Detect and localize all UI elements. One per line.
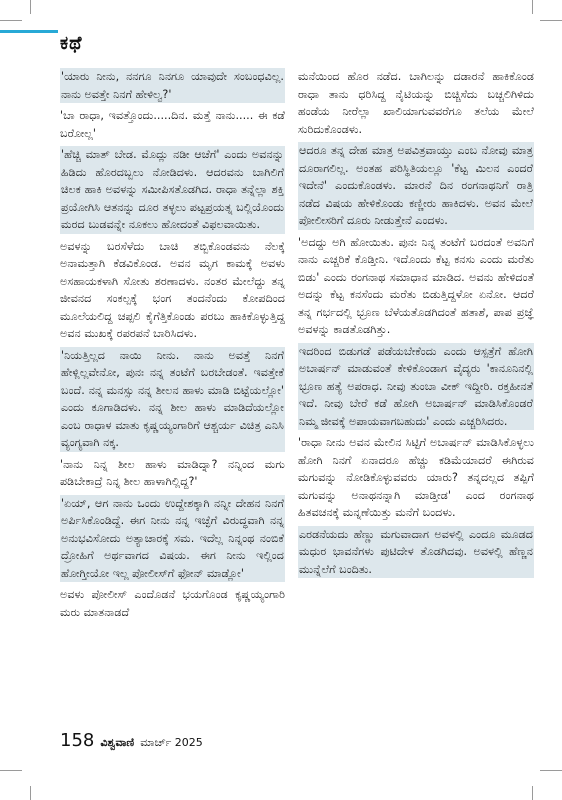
page-footer: [60, 730, 203, 751]
paragraph: 'ರಾಧಾ ನೀನು ಅವನ ಮೇಲಿನ ಸಿಟ್ಟಿಗೆ ಅಬಾರ್ಷನ್ ಮಾಡಿಸಿಕೊಳ್ಳಲು ಹೋಗಿ ನಿನಗೆ ಏನಾದರೂ ಹೆಚ್ಚು ಕಡಿಮೆಯಾದರೆ ಈಗಿರುವ ಮಗುವನ್ನು ನೋಡಿಕೊಳ್ಳುವವರು ಯಾರು? ತನ್ನದಲ್ಲದ ತಪ್ಪಿಗೆ ಮಗುವನ್ನು ಅನಾಥನನ್ನಾಗಿ ಮಾಡ್ತೀಡ' ಎಂದ ರಂಗನಾಥ ಹಿತವಚನಕ್ಕೆ ಮನ್ನಣೆಯಿತ್ತು ಮನೆಗೆ ಬಂದಳು.: [298, 436, 534, 519]
crop-mark: [540, 20, 562, 21]
paragraph: 'ಹೆಚ್ಚಿ ಮಾತ್ ಬೇಡ. ಮೊದ್ಲು ನಡೀ ಆಚೆಗೆ' ಎಂದು ಅವನನ್ನು ಹಿಡಿದು ಹೊರದಬ್ಬಲು ನೋಡಿದಳು. ಆದರವನು ಬಾಗಿಲಿಗೆ ಚಿಲಕ ಹಾಕಿ ಅವಳನ್ನು ಸಮೀಪಿಸತೊಡಗಿದ. ರಾಧಾ ತನ್ನೆಲ್ಲಾ ಶಕ್ತಿ ಪ್ರಯೋಗಿಸಿ ಆತನನ್ನು ದೂರ ತಳ್ಳಲು ಪಟ್ಟಪ್ರಯತ್ನ ಬಲ್ಲಿಯೊಂದು ಮರದ ಬುಡವನ್ನೇ ನೂಕಲು ಹೋದಂತೆ ವಿಫಲವಾಯಿತು.: [60, 146, 285, 234]
magazine-name: ವಿಶ್ವವಾಣಿ: [100, 736, 135, 749]
paragraph: 'ಏಯ್, ಆಗ ನಾನು ಒಂದು ಉದ್ದೇಶಕ್ಕಾಗಿ ನನ್ನೀ ದೇಹನ ನಿನಗೆ ಅರ್ಪಿಸಿಕೊಂಡಿದ್ದೆ. ಈಗ ನೀನು ನನ್ನ ಇಚ್ಛೆಗೆ ವಿರುದ್ಧವಾಗಿ ನನ್ನ ಅನುಭವಿಸೋದು ಅತ್ಯಾಚಾರಕ್ಕೆ ಸಮ. ಇದೆಲ್ಲ ನಿನ್ನಂಥ ನಂಬಿಕೆ ದ್ರೋಹಿಗೆ ಅರ್ಥವಾಗದ ವಿಷಯ. ಈಗ ನೀನು ಇಲ್ಲಿಂದ ಹೋಗ್ತೀಯೋ ಇಲ್ಲ ಪೋಲೀಸ್‌ಗೆ ಫೋನ್ ಮಾಡ್ಲೋ': [60, 495, 285, 583]
paragraph: 'ನಿಯತ್ತಿಲ್ಲದ ನಾಯಿ ನೀನು. ನಾನು ಅವತ್ತೆ ನಿನಗೆ ಹೇಳ್ಲಿಲ್ಲವೇನೋ, ಪುನಃ ನನ್ನ ತಂಟೆಗೆ ಬರಬೇಡಂತೆ. ಇವತ್ತೇಕೆ ಬಂದೆ. ನನ್ನ ಮನಸ್ಸು ನನ್ನ ಶೀಲನ ಹಾಳು ಮಾಡಿ ಬಿಟ್ಟೆಯಲ್ಲೋ' ಎಂದು ಕೂಗಾಡಿದಳು. ನನ್ನ ಶೀಲ ಹಾಳು ಮಾಡಿದೆಯಲ್ಲೋ ಎಂಬ ರಾಧಾಳ ಮಾತು ಕೃಷ್ಣಯ್ಯಂಗಾರಿಗೆ ಆಶ್ಚರ್ಯ ವಿಚಿತ್ರ ಎನಿಸಿ ವ್ಯಂಗ್ಯವಾಗಿ ನಕ್ಕ.: [60, 347, 285, 452]
crop-mark: [30, 0, 31, 14]
paragraph: ಅವಳು ಪೋಲೀಸ್ ಎಂದೊಡನೆ ಭಯಗೊಂಡ ಕೃಷ್ಣಯ್ಯಂಗಾರಿ ಮರು ಮಾತನಾಡದೆ: [60, 588, 285, 619]
paragraph: 'ಬಾ ರಾಧಾ, ಇವತ್ತೊಂದು.....ದಿನ. ಮತ್ತೆ ನಾನು..... ಈ ಕಡೆ ಬರೋಲ್ಲ': [60, 109, 285, 140]
crop-mark: [540, 770, 562, 771]
crop-mark: [532, 786, 533, 800]
issue-date: ಮಾರ್ಚ್ 2025: [140, 736, 203, 749]
paragraph: 'ಯಾರು ನೀನು, ನನಗೂ ನಿನಗೂ ಯಾವುದೇ ಸಂಬಂಧವಿಲ್ಲ. ನಾನು ಅವತ್ತೇ ನಿನಗೆ ಹೇಳಿಲ್ವ?': [60, 68, 285, 103]
section-title: ಕಥೆ: [60, 33, 83, 54]
paragraph: ಇದರಿಂದ ಬಿಡುಗಡೆ ಪಡೆಯಬೇಕೆಂದು ಎಂದು ಆಸ್ಪತ್ರೆಗೆ ಹೋಗಿ ಅಬಾರ್ಷನ್ ಮಾಡುವಂತೆ ಕೇಳಿಕೊಂಡಾಗ ವೈದ್ಯರು 'ಕಾನೂನಿನಲ್ಲಿ ಭ್ರೂಣ ಹತ್ಯೆ ಅಪರಾಧ. ನೀವು ತುಂಬಾ ವೀಕ್ ಇದ್ದೀರಿ. ರಕ್ತಹೀನತೆ ಇದೆ. ನೀವು ಬೇರೆ ಕಡೆ ಹೋಗಿ ಅಬಾರ್ಷನ್ ಮಾಡಿಸಿಕೊಂಡರೆ ನಿಮ್ಮ ಜೀವಕ್ಕೆ ಅಪಾಯವಾಗಬಹುದು' ಎಂದು ಎಚ್ಚರಿಸಿದರು.: [298, 343, 534, 431]
section-accent-bar: [0, 30, 58, 33]
crop-mark: [0, 20, 22, 21]
left-column: [60, 68, 285, 625]
crop-mark: [0, 770, 22, 771]
paragraph: ಎರಡನೆಯದು ಹೆಣ್ಣು ಮಗುವಾದಾಗ ಅವಳಲ್ಲಿ ಎಂದೂ ಮೂಡದ ಮಧುರ ಭಾವನೆಗಳು ಪುಟಿದೇಳ ತೊಡಗಿದವು. ಅವಳಲ್ಲಿ ಹೆಣ್ಣನ ಮುನ್ನೆಲೆಗೆ ಬಂದಿತು.: [298, 526, 534, 579]
paragraph: ಮನೆಯಿಂದ ಹೊರ ನಡೆದ. ಬಾಗಿಲನ್ನು ದಡಾರನೆ ಹಾಕಿಕೊಂಡ ರಾಧಾ ತಾನು ಧರಿಸಿದ್ದ ನೈಟಿಯನ್ನು ಬಿಚ್ಚಿಸೆದು ಬಚ್ಚಲಿಗಿಳಿದು ಹಂಡೆಯ ನೀರೆಲ್ಲಾ ಖಾಲಿಯಾಗುವವರೆಗೂ ತಲೆಯ ಮೇಲೆ ಸುರಿದುಕೊಂಡಳು.: [298, 70, 534, 136]
page-number: 158: [60, 730, 95, 751]
paragraph: ಅವಳನ್ನು ಬರಸೆಳೆದು ಬಾಚಿ ತಬ್ಬಿಕೊಂಡವನು ನೆಲಕ್ಕೆ ಅನಾಮತ್ತಾಗಿ ಕೆಡವಿಕೊಂಡ. ಅವನ ಮೃಗ ಕಾಮಕ್ಕೆ ಅವಳು ಅಸಹಾಯಕಳಾಗಿ ಸೋತು ಶರಣಾದಳು. ನಂತರ ಮೇಲೆದ್ದು ತನ್ನ ಜೀವನದ ಸಂಕಲ್ಪಕ್ಕೆ ಭಂಗ ತಂದನೆಂದು ಕೋಪದಿಂದ ಮೂಲೆಯಲಿದ್ದ ಚಪ್ಪಲಿ ಕೈಗೆತ್ತಿಕೊಂಡು ಪರಬು ಹಾಕಿಕೊಳ್ಳುತ್ತಿದ್ದ ಅವನ ಮುಖಕ್ಕೆ ರಪರಪನೆ ಬಾರಿಸಿದಳು.: [60, 239, 285, 340]
right-column: [298, 68, 534, 582]
paragraph: 'ಅದದ್ದು ಅಗಿ ಹೋಯಿತು. ಪುನಃ ನಿನ್ನ ತಂಟೆಗೆ ಬರದಂತೆ ಅವನಿಗೆ ನಾನು ಎಚ್ಚರಿಕೆ ಕೊಡ್ತೀನಿ. ಇದೊಂದು ಕೆಟ್ಟ ಕನಸು ಎಂದು ಮರೆತು ಬಿಡು' ಎಂದು ರಂಗನಾಥ ಸಮಾಧಾನ ಮಾಡಿದ. ಅವನು ಹೇಳಿದಂತೆ ಅದನ್ನು ಕೆಟ್ಟ ಕನಸೆಂದು ಮರೆತು ಬಿಡುತ್ತಿದ್ದಳೋ ಏನೋ. ಆದರೆ ತನ್ನ ಗರ್ಭದಲ್ಲಿ ಭ್ರೂಣ ಬೆಳೆಯತೊಡಗಿದಂತೆ ಹತಾಶೆ, ಪಾಪ ಪ್ರಜ್ಞೆ ಅವಳನ್ನು ಕಾಡತೊಡಗಿತ್ತು.: [298, 235, 534, 336]
crop-mark: [30, 786, 31, 800]
crop-mark: [532, 0, 533, 14]
paragraph: 'ನಾನು ನಿನ್ನ ಶೀಲ ಹಾಳು ಮಾಡಿದ್ನಾ? ನನ್ನಿಂದ ಮಗು ಪಡಿಬೇಕಾದ್ರೆ ನಿನ್ನ ಶೀಲ ಹಾಳಾಗಿಲ್ಲಿದ್ದ?': [60, 457, 285, 488]
paragraph: ಆದರೂ ತನ್ನ ದೇಹ ಮಾತ್ರ ಅಪವಿತ್ರವಾಯ್ತು ಎಂಬ ನೋವು ಮಾತ್ರ ದೂರಾಗಲಿಲ್ಲ. ಅಂತಹ ಪರಿಸ್ಥಿತಿಯಲ್ಲೂ 'ಕೆಟ್ಟ ಮಿಲನ ಎಂದರೆ ಇದೇನೆ' ಎಂದುಕೊಂಡಳು. ಮಾರನೆ ದಿನ ರಂಗನಾಥನಿಗೆ ರಾತ್ರಿ ನಡೆದ ವಿಷಯ ಹೇಳಿಕೊಂಡು ಕಣ್ಣೀರು ಹಾಕಿದಳು. ಅವನ ಮೇಲೆ ಪೋಲೀಸರಿಗೆ ದೂರು ನೀಡುತ್ತೇನೆ ಎಂದಳು.: [298, 142, 534, 230]
